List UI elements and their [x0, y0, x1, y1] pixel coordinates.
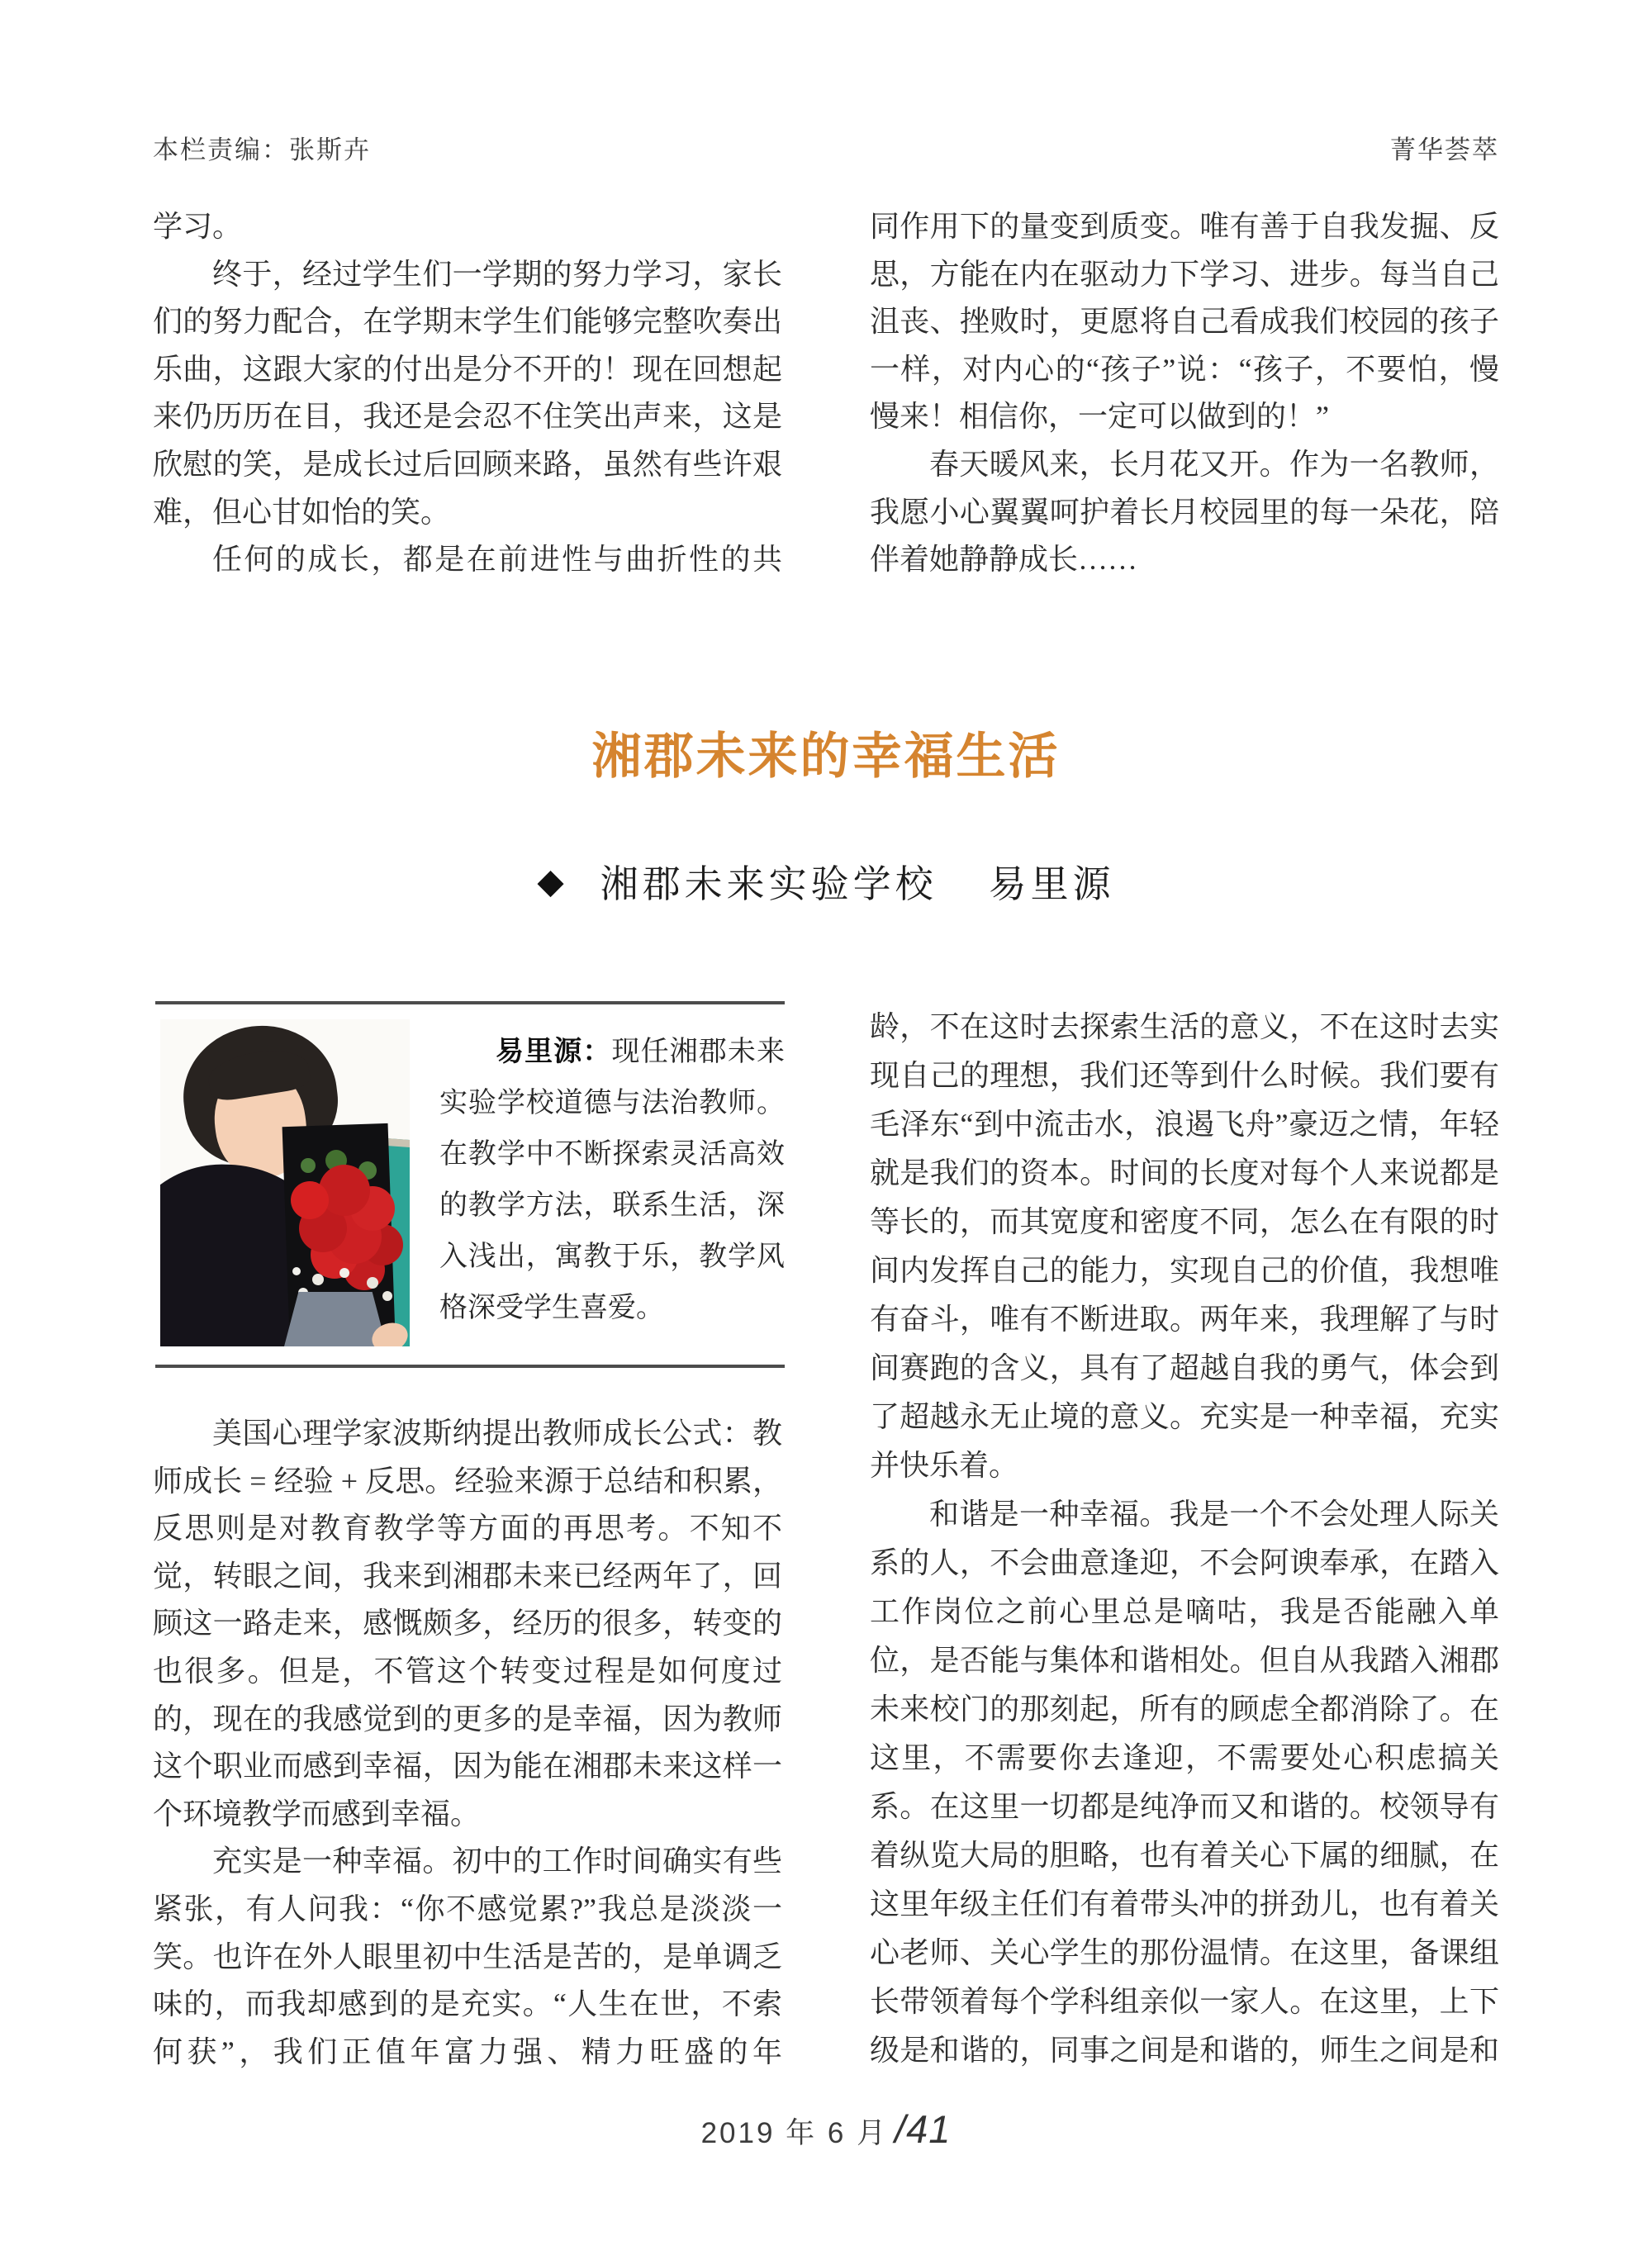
paragraph: 同作用下的量变到质变。唯有善于自我发掘、反思，方能在内在驱动力下学习、进步。每当自己沮丧、挫败时，更愿将自己看成我们校园的孩子一样，对内心的“孩子”说：“孩子，不要怕，慢慢来！相信你，一定可以做到的！” [870, 210, 1499, 434]
article-body-left-column [153, 1410, 782, 2076]
page-footer [0, 2106, 1652, 2152]
paragraph: 终于，经过学生们一学期的努力学习，家长们的努力配合，在学期末学生们能够完整吹奏出乐曲，这跟大家的付出是分不开的！现在回想起来仍历历在目，我还是会忍不住笑出声来，这是欣慰的笑，是成长过后回顾来路，虽然有些许艰难，但心甘如怡的笑。 [153, 257, 782, 529]
bio-description: 现任湘郡未来实验学校道德与法治教师。在教学中不断探索灵活高效的教学方法，联系生活，深入浅出，寓教于乐，教学风格深受学生喜爱。 [439, 1035, 786, 1324]
photo-red-flowers [291, 1181, 329, 1219]
author-bio-text [439, 1026, 785, 1333]
byline-author: 易里源 [988, 863, 1115, 905]
previous-article-right-column [870, 203, 1499, 584]
paragraph: 龄，不在这时去探索生活的意义，不在这时去实现自己的理想，我们还等到什么时候。我们要有毛泽东“到中流击水，浪遏飞舟”豪迈之情，年轻就是我们的资本。时间的长度对每个人来说都是等长的，而其宽度和密度不同，怎么在有限的时间内发挥自己的能力，实现自己的价值，我想唯有奋斗，唯有不断进取。两年来，我理解了与时间赛跑的含义，具有了超越自我的勇气，体会到了超越永无止境的意义。充实是一种幸福，充实并快乐着。 [870, 1010, 1499, 1482]
author-photo [160, 1019, 410, 1346]
paragraph: 学习。 [153, 210, 243, 243]
paragraph: 任何的成长，都是在前进性与曲折性的共 [212, 543, 782, 577]
page-header [153, 129, 1499, 166]
article-body-right-column [870, 1003, 1499, 2075]
paragraph: 美国心理学家波斯纳提出教师成长公式：教师成长 = 经验 + 反思。经验来源于总结和积累，反思则是对教育教学等方面的再思考。不知不觉，转眼之间，我来到湘郡未来已经两年了，回顾这一路走来，感慨颇多，经历的很多，转变的也很多。但是，不管这个转变过程是如何度过的，现在的我感觉到的更多的是幸福，因为教师这个职业而感到幸福，因为能在湘郡未来这样一个环境教学而感到幸福。 [153, 1417, 782, 1830]
editor-credit: 本栏责编：张斯卉 [153, 135, 371, 164]
article-title: 湘郡未来的幸福生活 [591, 729, 1061, 784]
author-bio-box [155, 1001, 785, 1368]
bio-paragraph [439, 1026, 785, 1333]
column-title: 菁华荟萃 [1390, 135, 1499, 164]
previous-article-left-column [153, 203, 782, 584]
paragraph: 春天暖风来，长月花又开。作为一名教师，我愿小心翼翼呵护着长月校园里的每一朵花，陪伴着她静静成长…… [870, 447, 1499, 577]
article-byline [0, 854, 1652, 909]
photo-babys-breath [292, 1267, 301, 1275]
byline-school: 湘郡未来实验学校 [600, 863, 938, 905]
photo-greenery [301, 1158, 316, 1173]
issue-date: 2019 年 6 月 [700, 2117, 889, 2149]
paragraph: 和谐是一种幸福。我是一个不会处理人际关系的人，不会曲意逢迎，不会阿谀奉承，在踏入工作岗位之前心里总是嘀咕，我是否能融入单位，是否能与集体和谐相处。但自从我踏入湘郡未来校门的那刻起，所有的顾虑全都消除了。在这里，不需要你去逢迎，不需要处心积虑搞关系。在这里一切都是纯净而又和谐的。校领导有着纵览大局的胆略，也有着关心下属的细腻，在这里年级主任们有着带头冲的拼劲儿，也有着关心老师、关心学生的那份温情。在这里，备课组长带领着每个学科组亲似一家人。在这里，上下级是和谐的，同事之间是和谐的，师生之间是和 [870, 1498, 1499, 2067]
page-number: /41 [895, 2107, 952, 2151]
bio-author-name: 易里源： [496, 1036, 612, 1067]
paragraph: 充实是一种幸福。初中的工作时间确实有些紧张，有人问我：“你不感觉累?”我总是淡淡一笑。也许在外人眼里初中生活是苦的，是单调乏味的，而我却感到的是充实。“人生在世，不索何获”，我们正值年富力强、精力旺盛的年 [153, 1845, 782, 2068]
diamond-icon: ◆ [537, 863, 564, 901]
